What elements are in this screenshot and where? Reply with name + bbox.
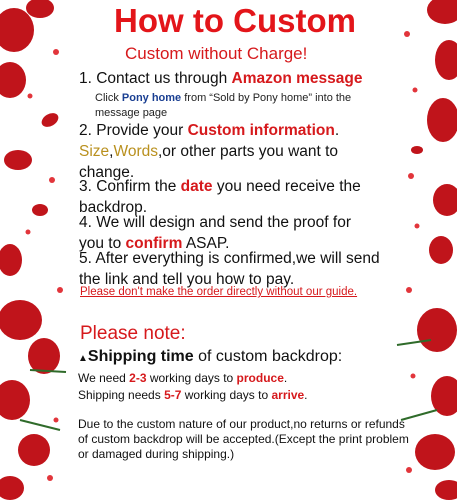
- pony-home-highlight: Pony home: [121, 92, 182, 104]
- arrive-days: 5-7: [164, 388, 182, 402]
- step-2-rest: ,or other parts you want to change.: [79, 143, 339, 181]
- step-1: [79, 68, 362, 89]
- step-5: 5. After everything is confirmed,we will send the link and tell you how to pay.: [79, 250, 380, 288]
- step-2-text: 2. Provide your: [79, 122, 188, 139]
- produce-middle: working days to: [146, 371, 237, 385]
- step-2-period: .: [334, 122, 340, 139]
- produce-word: produce: [236, 371, 284, 385]
- arrive-period: .: [304, 388, 308, 402]
- arrive-time: [78, 388, 308, 402]
- step-1-detail-text: Click: [95, 92, 122, 104]
- step-2: [79, 120, 369, 183]
- produce-days: 2-3: [129, 371, 147, 385]
- page-title: How to Custom: [114, 2, 356, 39]
- order-warning: Please don't make the order directly without our guide.: [80, 286, 358, 298]
- confirm-highlight: confirm: [125, 235, 183, 252]
- shipping-time-line: [78, 348, 342, 366]
- custom-information-highlight: Custom information: [187, 122, 335, 139]
- date-highlight: date: [180, 178, 213, 195]
- rose-border-left: [0, 0, 70, 500]
- step-3-text: 3. Confirm the: [79, 178, 181, 195]
- produce-prefix: We need: [78, 371, 130, 385]
- roses-left-illustration: [0, 0, 70, 500]
- shipping-time-label: Shipping time: [87, 348, 194, 365]
- shipping-time-rest: of custom backdrop:: [193, 348, 343, 365]
- step-4-text: 4. We will design and send the proof for you to: [79, 214, 351, 252]
- size-highlight: Size: [79, 143, 110, 160]
- step-4-rest: ASAP.: [182, 235, 230, 252]
- triangle-icon: ▲: [78, 353, 88, 364]
- arrive-middle: working days to: [181, 388, 272, 402]
- step-1-text: 1. Contact us through: [79, 70, 232, 87]
- note-heading: Please note:: [80, 323, 186, 344]
- subtitle: Custom without Charge!: [125, 44, 308, 63]
- arrive-word: arrive: [271, 388, 305, 402]
- produce-period: .: [283, 371, 288, 385]
- arrive-prefix: Shipping needs: [78, 388, 165, 402]
- returns-disclaimer: Due to the custom nature of our product,no returns or refunds of custom backdrop will be accepted.(Except the print problem or damaged during shipping.): [78, 417, 409, 461]
- step-3-rest: you need receive the backdrop.: [79, 178, 361, 216]
- amazon-message-highlight: Amazon message: [231, 70, 363, 87]
- step-1-detail: [95, 91, 395, 121]
- step-1-detail-rest: from “Sold by Pony home” into the message page: [95, 92, 352, 119]
- produce-time: [78, 371, 287, 385]
- words-highlight: Words: [113, 143, 158, 160]
- step-2-comma: ,: [109, 143, 114, 160]
